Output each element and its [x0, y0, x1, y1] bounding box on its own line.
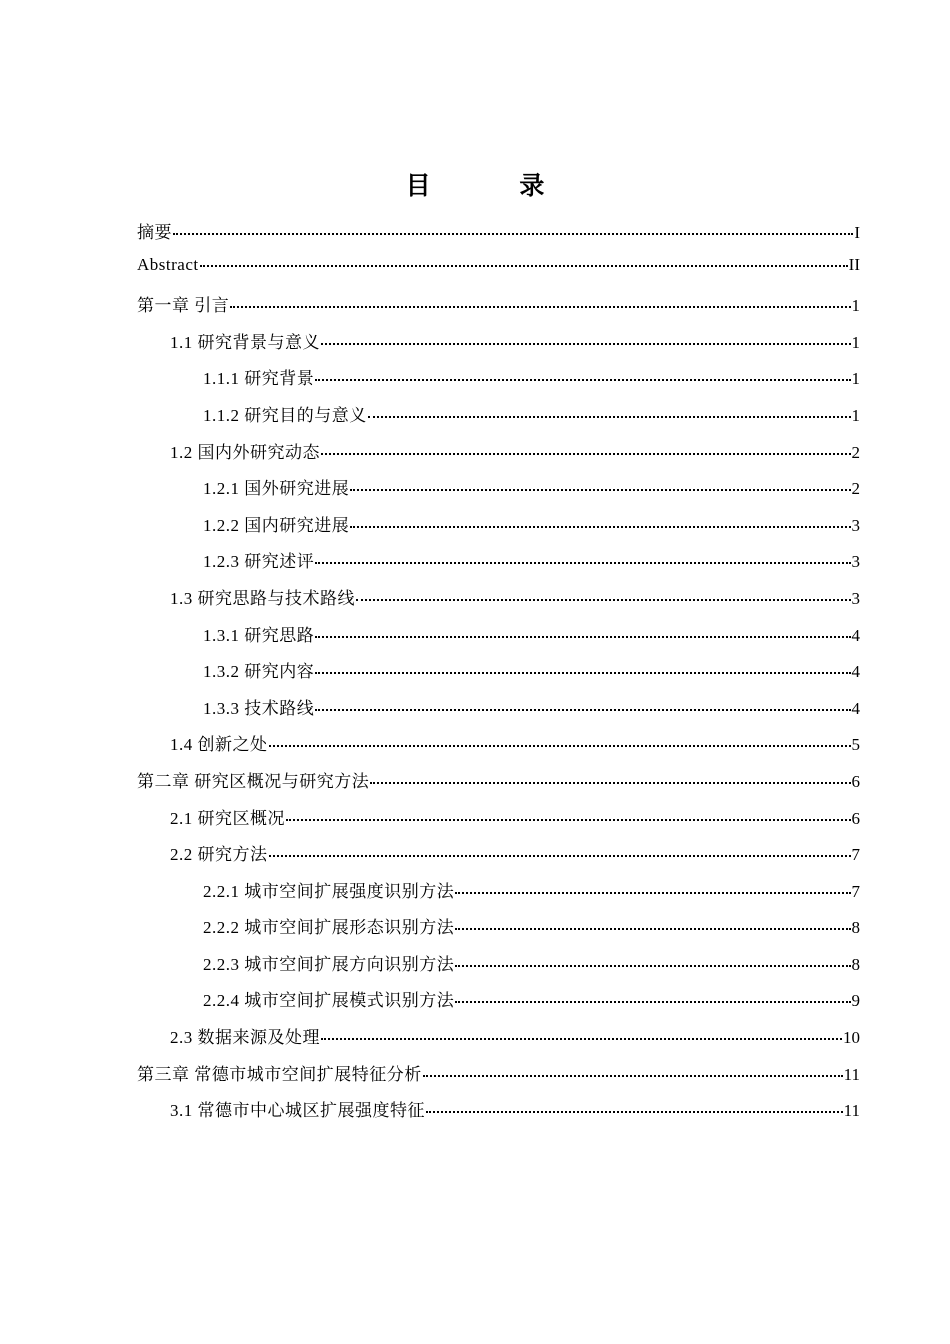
toc-entry[interactable] — [137, 218, 860, 255]
toc-entry-page-number: I — [854, 223, 860, 242]
toc-entry-page-number: 7 — [851, 881, 860, 901]
toc-dot-leader — [269, 854, 851, 857]
toc-dot-leader — [315, 708, 850, 711]
toc-entry-label: 摘要 — [137, 223, 172, 242]
toc-entry[interactable] — [137, 950, 860, 987]
toc-entry[interactable] — [137, 657, 860, 694]
toc-entry-page-number: 4 — [851, 662, 860, 682]
toc-entry-page-number: 3 — [851, 588, 860, 608]
toc-entry-page-number: 4 — [851, 698, 860, 718]
toc-dot-leader — [173, 232, 853, 235]
toc-dot-leader — [455, 891, 850, 894]
toc-entry[interactable] — [137, 804, 860, 841]
toc-entry-page-number: 1 — [851, 332, 860, 352]
toc-entry-page-number: 4 — [851, 625, 860, 645]
toc-dot-leader — [315, 635, 850, 638]
toc-entry-label: 1.4 创新之处 — [170, 735, 268, 755]
toc-dot-leader — [321, 452, 851, 455]
toc-entry-label: 2.2.4 城市空间扩展模式识别方法 — [203, 991, 455, 1011]
toc-entry-label: 1.1.2 研究目的与意义 — [203, 405, 367, 425]
toc-dot-leader — [356, 598, 851, 601]
toc-entry[interactable] — [137, 767, 860, 804]
toc-entry[interactable] — [137, 621, 860, 658]
toc-dot-leader — [455, 927, 850, 930]
toc-dot-leader — [321, 1037, 842, 1040]
toc-dot-leader — [315, 671, 850, 674]
toc-entry[interactable] — [137, 986, 860, 1023]
toc-entry-page-number: 7 — [851, 845, 860, 865]
toc-dot-leader — [269, 744, 851, 747]
toc-entry[interactable] — [137, 584, 860, 621]
toc-entry[interactable] — [137, 474, 860, 511]
toc-entry[interactable] — [137, 328, 860, 365]
toc-dot-leader — [315, 378, 850, 381]
toc-entry[interactable] — [137, 694, 860, 731]
toc-entry[interactable] — [137, 364, 860, 401]
toc-entry-page-number: 11 — [843, 1064, 860, 1084]
toc-entry-label: 2.2.1 城市空间扩展强度识别方法 — [203, 881, 455, 901]
toc-entry-label: 1.3.3 技术路线 — [203, 698, 315, 718]
table-of-contents — [137, 218, 860, 1133]
toc-entry[interactable] — [137, 291, 860, 328]
toc-entry-label: 1.2.2 国内研究进展 — [203, 515, 350, 535]
toc-entry[interactable] — [137, 1060, 860, 1097]
toc-entry[interactable] — [137, 913, 860, 950]
toc-entry-page-number: 8 — [851, 954, 860, 974]
toc-entry-label: 1.1 研究背景与意义 — [170, 332, 320, 352]
toc-entry-label: Abstract — [137, 254, 199, 274]
toc-entry[interactable] — [137, 1023, 860, 1060]
toc-dot-leader — [350, 525, 850, 528]
toc-entry[interactable] — [137, 255, 860, 292]
toc-dot-leader — [286, 818, 851, 821]
toc-title: 目 录 — [405, 171, 585, 200]
toc-entry[interactable] — [137, 877, 860, 914]
toc-dot-leader — [315, 561, 850, 564]
toc-entry-label: 1.3.2 研究内容 — [203, 662, 315, 682]
toc-entry[interactable] — [137, 438, 860, 475]
toc-entry-label: 1.2 国内外研究动态 — [170, 442, 320, 462]
toc-entry-label: 1.3 研究思路与技术路线 — [170, 588, 355, 608]
toc-entry-page-number: II — [848, 254, 860, 274]
toc-entry-page-number: 10 — [843, 1028, 860, 1048]
toc-entry-page-number: 2 — [851, 442, 860, 462]
toc-entry-page-number: 1 — [851, 369, 860, 389]
toc-entry-label: 2.2.2 城市空间扩展形态识别方法 — [203, 918, 455, 938]
toc-entry-page-number: 8 — [851, 918, 860, 938]
toc-entry-page-number: 1 — [851, 296, 860, 316]
toc-dot-leader — [321, 342, 851, 345]
toc-dot-leader — [370, 781, 850, 784]
toc-dot-leader — [423, 1074, 843, 1077]
toc-entry-label: 3.1 常德市中心城区扩展强度特征 — [170, 1101, 425, 1121]
toc-entry-page-number: 3 — [851, 552, 860, 572]
toc-entry-label: 2.3 数据来源及处理 — [170, 1028, 320, 1048]
toc-dot-leader — [200, 264, 848, 267]
toc-entry-label: 1.1.1 研究背景 — [203, 369, 315, 389]
toc-entry-label: 第一章 引言 — [137, 296, 230, 316]
toc-dot-leader — [426, 1110, 843, 1113]
toc-entry-page-number: 3 — [851, 515, 860, 535]
toc-entry-page-number: 5 — [851, 735, 860, 755]
toc-entry-page-number: 6 — [851, 771, 860, 791]
toc-entry-label: 第三章 常德市城市空间扩展特征分析 — [137, 1064, 422, 1084]
toc-dot-leader — [350, 488, 850, 491]
toc-entry-label: 1.3.1 研究思路 — [203, 625, 315, 645]
toc-entry-label: 第二章 研究区概况与研究方法 — [137, 771, 370, 791]
toc-dot-leader — [455, 964, 850, 967]
toc-entry[interactable] — [137, 840, 860, 877]
toc-dot-leader — [455, 1000, 850, 1003]
toc-entry[interactable] — [137, 1096, 860, 1133]
toc-entry-label: 2.2.3 城市空间扩展方向识别方法 — [203, 954, 455, 974]
toc-entry-label: 2.1 研究区概况 — [170, 808, 285, 828]
toc-entry-page-number: 6 — [851, 808, 860, 828]
toc-entry[interactable] — [137, 511, 860, 548]
toc-entry-label: 2.2 研究方法 — [170, 845, 268, 865]
toc-dot-leader — [368, 415, 851, 418]
toc-entry-page-number: 11 — [843, 1101, 860, 1121]
toc-entry[interactable] — [137, 730, 860, 767]
toc-entry[interactable] — [137, 547, 860, 584]
toc-entry[interactable] — [137, 401, 860, 438]
toc-entry-page-number: 1 — [851, 405, 860, 425]
toc-entry-page-number: 9 — [851, 991, 860, 1011]
toc-entry-page-number: 2 — [851, 479, 860, 499]
toc-entry-label: 1.2.1 国外研究进展 — [203, 479, 350, 499]
toc-dot-leader — [230, 305, 850, 308]
toc-entry-label: 1.2.3 研究述评 — [203, 552, 315, 572]
